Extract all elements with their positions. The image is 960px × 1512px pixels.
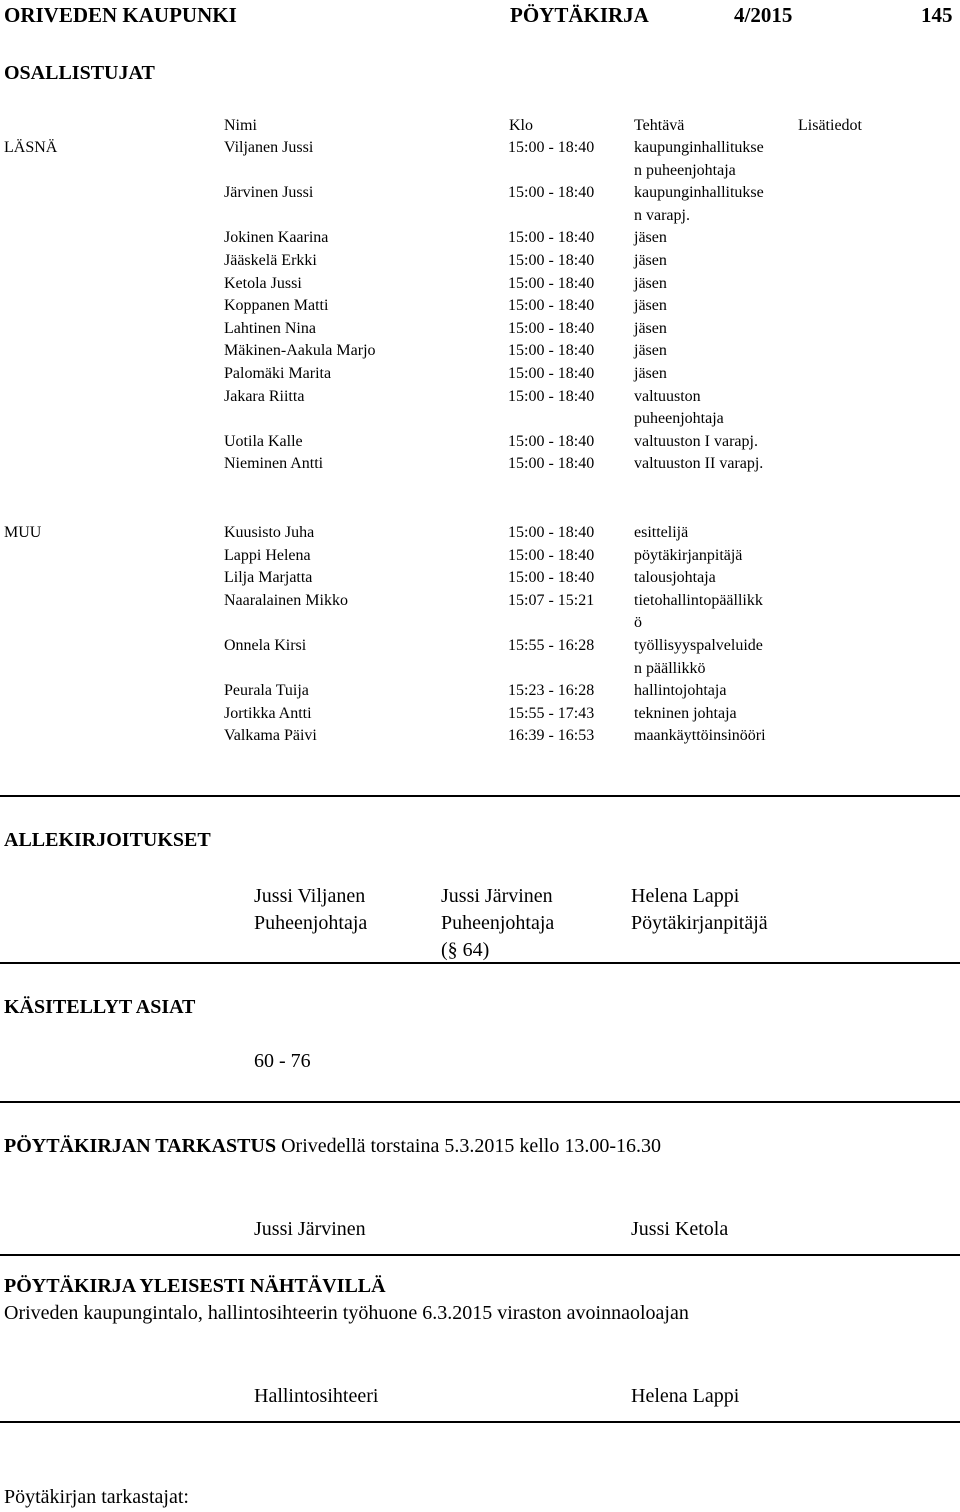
divider [0, 795, 960, 797]
matters-range: 60 - 76 [254, 1050, 311, 1072]
participant-role: työllisyyspalveluide [634, 637, 763, 654]
participant-time: 15:00 - 18:40 [508, 297, 595, 315]
participant-time: 16:39 - 16:53 [508, 727, 595, 745]
participant-name: Palomäki Marita [224, 365, 332, 382]
doc-type: PÖYTÄKIRJA [510, 3, 649, 27]
participant-role: n puheenjohtaja [634, 161, 736, 179]
present-label: LÄSNÄ [4, 139, 58, 156]
participant-role: jäsen [634, 342, 667, 360]
col-role: Tehtävä [634, 117, 685, 134]
participant-time: 15:00 - 18:40 [508, 184, 595, 202]
participant-role: jäsen [634, 252, 667, 269]
participant-name: Koppanen Matti [224, 297, 329, 315]
participant-name: Viljanen Jussi [224, 139, 314, 156]
org-name: ORIVEDEN KAUPUNKI [4, 3, 237, 27]
signer-note: (§ 64) [441, 939, 490, 961]
participant-time: 15:55 - 17:43 [508, 704, 595, 722]
participant-name: Lahtinen Nina [224, 319, 316, 337]
participant-role: tekninen johtaja [634, 704, 737, 722]
participant-time: 15:00 - 18:40 [508, 432, 595, 450]
participant-role: kaupunginhallitukse [634, 184, 764, 202]
other-label: MUU [4, 524, 42, 541]
participant-role: valtuuston I varapj. [634, 432, 758, 450]
participant-role: esittelijä [634, 524, 689, 541]
participant-role: talousjohtaja [634, 569, 716, 587]
participant-time: 15:00 - 18:40 [508, 546, 595, 564]
signer-title: Puheenjohtaja [254, 912, 368, 934]
participant-role: tietohallintopäällikk [634, 591, 763, 609]
reviewer-name: Jussi Järvinen [254, 1218, 366, 1240]
participant-role: kaupunginhallitukse [634, 139, 764, 156]
participant-name: Lappi Helena [224, 546, 311, 564]
participant-time: 15:00 - 18:40 [508, 342, 595, 360]
participant-role: n varapj. [634, 206, 690, 224]
participant-time: 15:00 - 18:40 [508, 455, 595, 473]
public-title: PÖYTÄKIRJA YLEISESTI NÄHTÄVILLÄ [4, 1275, 386, 1297]
signer-name: Jussi Viljanen [254, 885, 366, 907]
review-text: Orivedellä torstaina 5.3.2015 kello 13.00-16.30 [276, 1135, 662, 1157]
reviewers-label: Pöytäkirjan tarkastajat: [4, 1486, 189, 1508]
participant-role: hallintojohtaja [634, 682, 727, 700]
divider [0, 1101, 960, 1103]
participant-name: Jortikka Antti [224, 704, 312, 722]
col-name: Nimi [224, 117, 257, 134]
participant-name: Peurala Tuija [224, 682, 309, 700]
participant-name: Järvinen Jussi [224, 184, 314, 202]
participant-time: 15:00 - 18:40 [508, 319, 595, 337]
public-text: Oriveden kaupungintalo, hallintosihteerin työhuone 6.3.2015 viraston avoinnaoloajan [4, 1302, 689, 1324]
col-time: Klo [509, 117, 533, 134]
participant-role: valtuuston II varapj. [634, 455, 764, 473]
participant-role: jäsen [634, 319, 667, 337]
participant-role: jäsen [634, 297, 667, 315]
participant-role: jäsen [634, 365, 667, 382]
participant-name: Jääskelä Erkki [224, 252, 317, 269]
participant-role: jäsen [634, 229, 667, 247]
matters-title: KÄSITELLYT ASIAT [4, 996, 196, 1018]
review-title: PÖYTÄKIRJAN TARKASTUS [4, 1135, 277, 1157]
participants-title: OSALLISTUJAT [4, 62, 155, 84]
participant-name: Mäkinen-Aakula Marjo [224, 342, 376, 360]
divider [0, 1421, 960, 1423]
participant-time: 15:00 - 18:40 [508, 252, 595, 269]
participant-role: valtuuston [634, 387, 701, 405]
participant-time: 15:00 - 18:40 [508, 274, 595, 292]
participant-role: puheenjohtaja [634, 410, 724, 428]
participant-name: Jakara Riitta [224, 387, 305, 405]
divider [0, 962, 960, 964]
participant-role: n päällikkö [634, 659, 706, 677]
participant-name: Kuusisto Juha [224, 524, 315, 541]
public-signer: Hallintosihteeri [254, 1385, 379, 1407]
review-line [4, 1135, 661, 1158]
signer-title: Puheenjohtaja [441, 912, 555, 934]
participant-name: Valkama Päivi [224, 727, 317, 745]
participant-name: Onnela Kirsi [224, 637, 307, 654]
participant-time: 15:00 - 18:40 [508, 524, 595, 541]
doc-number: 4/2015 [734, 3, 793, 27]
participant-name: Naaralainen Mikko [224, 591, 348, 609]
participant-role: maankäyttöinsinööri [634, 727, 766, 745]
participant-time: 15:00 - 18:40 [508, 229, 595, 247]
col-notes: Lisätiedot [798, 117, 862, 134]
participant-time: 15:00 - 18:40 [508, 387, 595, 405]
participant-time: 15:00 - 18:40 [508, 365, 595, 382]
participant-time: 15:23 - 16:28 [508, 682, 595, 700]
reviewer-name: Jussi Ketola [631, 1218, 729, 1240]
signer-title: Pöytäkirjanpitäjä [631, 912, 768, 934]
divider [0, 1254, 960, 1256]
signer-name: Helena Lappi [631, 885, 740, 907]
participant-time: 15:07 - 15:21 [508, 591, 595, 609]
participant-role: ö [634, 614, 642, 632]
signatures-title: ALLEKIRJOITUKSET [4, 829, 211, 851]
participant-name: Lilja Marjatta [224, 569, 313, 587]
page-number: 145 [921, 3, 953, 27]
signer-name: Jussi Järvinen [441, 885, 553, 907]
participant-role: pöytäkirjanpitäjä [634, 546, 743, 564]
participant-name: Uotila Kalle [224, 432, 303, 450]
participant-name: Jokinen Kaarina [224, 229, 329, 247]
participant-name: Ketola Jussi [224, 274, 302, 292]
participant-time: 15:55 - 16:28 [508, 637, 595, 654]
participant-time: 15:00 - 18:40 [508, 139, 595, 156]
participant-time: 15:00 - 18:40 [508, 569, 595, 587]
public-signer: Helena Lappi [631, 1385, 740, 1407]
participant-role: jäsen [634, 274, 667, 292]
participant-name: Nieminen Antti [224, 455, 324, 473]
